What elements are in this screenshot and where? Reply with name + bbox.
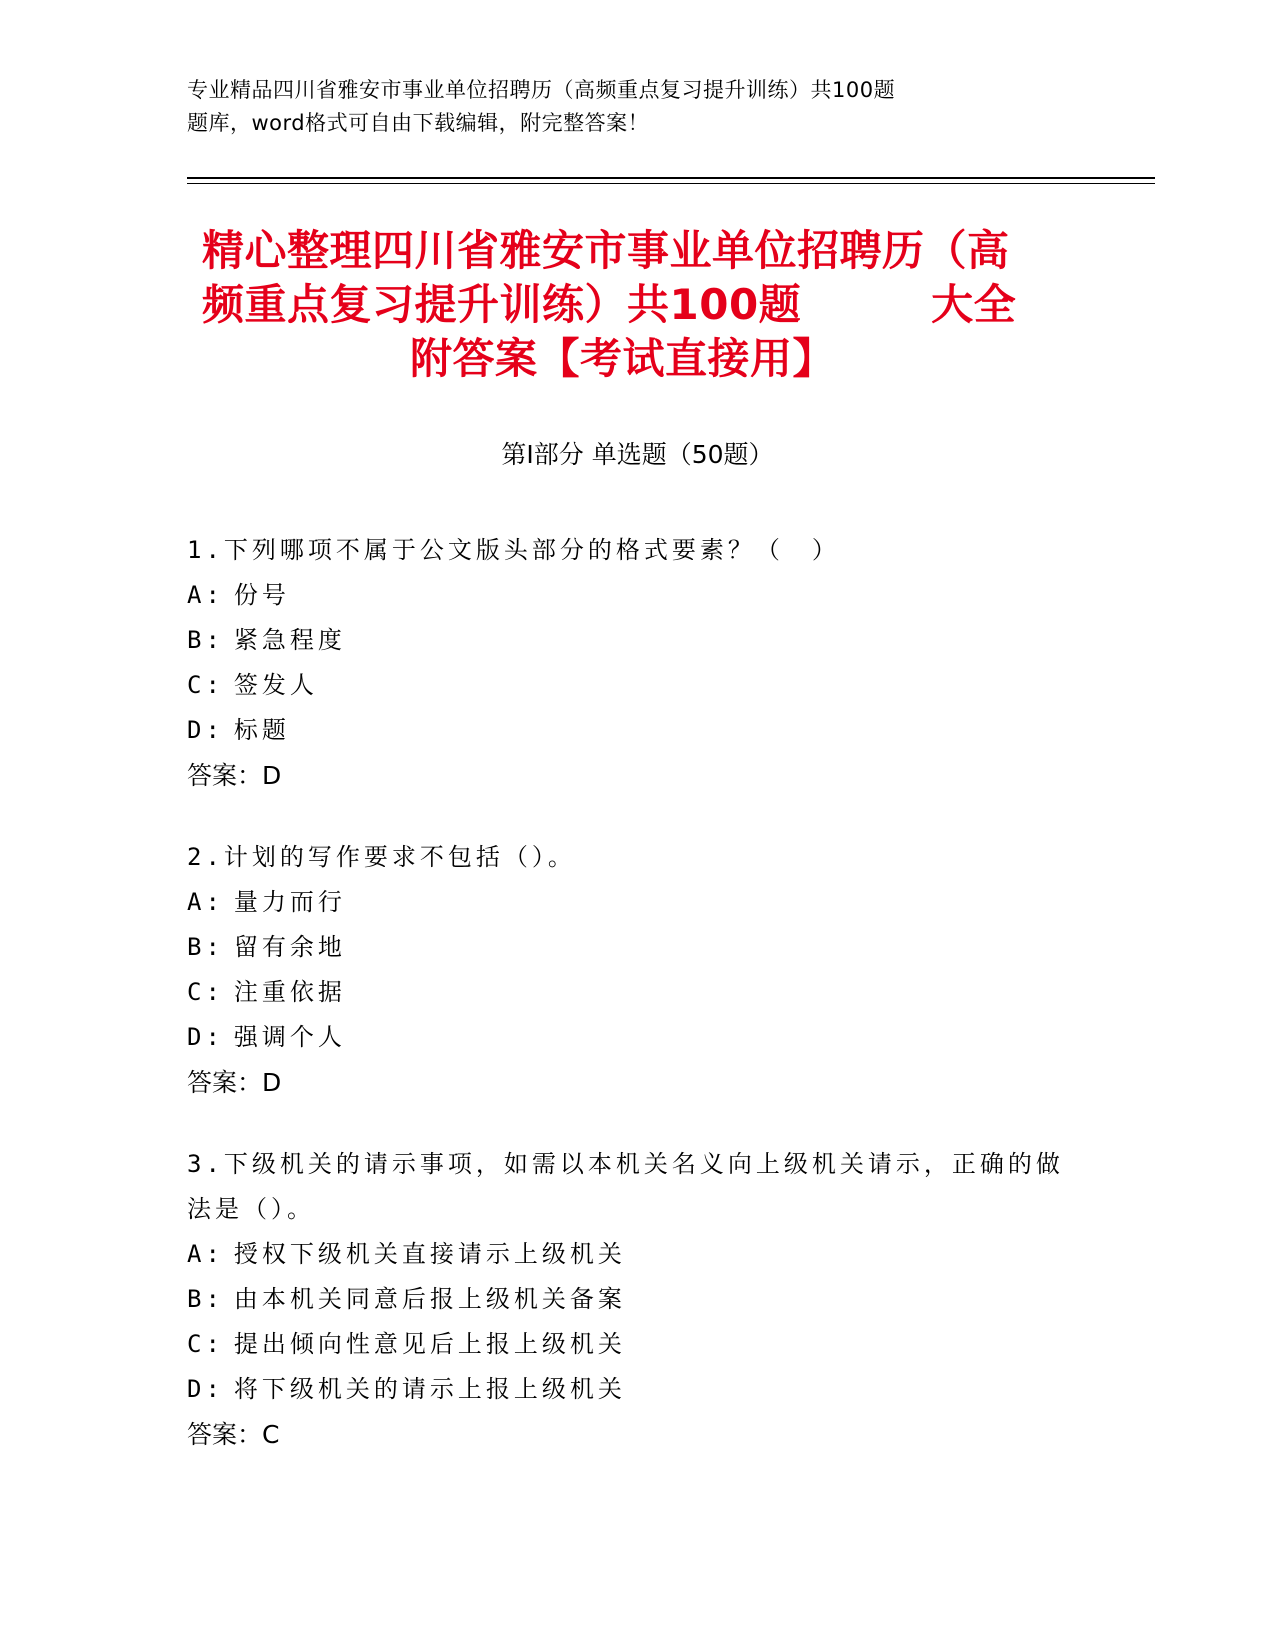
- option-c: [187, 1322, 1067, 1367]
- option-d: [187, 708, 1067, 753]
- question-3: [187, 1142, 1067, 1457]
- option-text: 由本机关同意后报上级机关备案: [233, 1285, 626, 1313]
- title-line-1: 精心整理四川省雅安市事业单位招聘历（高: [202, 226, 1010, 275]
- header-divider-thin: [187, 183, 1155, 184]
- answer-line: 答案：D: [187, 1068, 282, 1097]
- option-key: D:: [187, 1375, 224, 1403]
- option-text: 标题: [233, 716, 290, 744]
- title-line-3: 附答案【考试直接用】: [410, 334, 836, 383]
- option-key: C:: [187, 978, 224, 1006]
- option-text: 授权下级机关直接请示上级机关: [233, 1240, 626, 1268]
- option-key: C:: [187, 1330, 224, 1358]
- option-text: 量力而行: [233, 888, 346, 916]
- option-key: B:: [187, 933, 224, 961]
- option-c: [187, 970, 1067, 1015]
- option-key: C:: [187, 671, 224, 699]
- option-key: A:: [187, 888, 224, 916]
- question-1: [187, 528, 1067, 798]
- option-b: [187, 925, 1067, 970]
- option-text: 提出倾向性意见后上报上级机关: [233, 1330, 626, 1358]
- title-line-2: [190, 278, 1090, 332]
- option-text: 将下级机关的请示上报上级机关: [233, 1375, 626, 1403]
- option-text: 注重依据: [233, 978, 346, 1006]
- option-b: [187, 618, 1067, 663]
- answer-line: 答案：C: [187, 1420, 280, 1449]
- header-divider-thick: [187, 177, 1155, 179]
- header-note-line-2: 题库，word格式可自由下载编辑，附完整答案！: [187, 111, 650, 135]
- option-b: [187, 1277, 1067, 1322]
- question-stem: 1.下列哪项不属于公文版头部分的格式要素？（ ）: [187, 536, 840, 564]
- option-text: 强调个人: [233, 1023, 346, 1051]
- question-stem: 2.计划的写作要求不包括（）。: [187, 843, 576, 871]
- option-key: D:: [187, 1023, 224, 1051]
- answer-line: 答案：D: [187, 761, 282, 790]
- option-text: 签发人: [233, 671, 318, 699]
- document-title: [190, 224, 1090, 386]
- option-a: [187, 573, 1067, 618]
- option-text: 紧急程度: [233, 626, 346, 654]
- question-2: [187, 835, 1067, 1105]
- question-stem: 3.下级机关的请示事项，如需以本机关名义向上级机关请示，正确的做法是（）。: [187, 1150, 1064, 1223]
- section-heading: 第Ⅰ部分 单选题（50题）: [501, 440, 774, 469]
- option-key: B:: [187, 626, 224, 654]
- header-note-line-1: 专业精品四川省雅安市事业单位招聘历（高频重点复习提升训练）共100题: [187, 78, 896, 102]
- title-line-2-main: 频重点复习提升训练）共100题: [202, 280, 802, 329]
- option-key: A:: [187, 581, 224, 609]
- option-c: [187, 663, 1067, 708]
- option-key: B:: [187, 1285, 224, 1313]
- question-list: [187, 528, 1067, 1494]
- option-a: [187, 1232, 1067, 1277]
- option-d: [187, 1367, 1067, 1412]
- title-line-2-tail: 大全: [931, 280, 1017, 329]
- option-text: 份号: [233, 581, 290, 609]
- option-text: 留有余地: [233, 933, 346, 961]
- option-d: [187, 1015, 1067, 1060]
- option-key: D:: [187, 716, 224, 744]
- header-note: [187, 74, 1047, 140]
- option-key: A:: [187, 1240, 224, 1268]
- option-a: [187, 880, 1067, 925]
